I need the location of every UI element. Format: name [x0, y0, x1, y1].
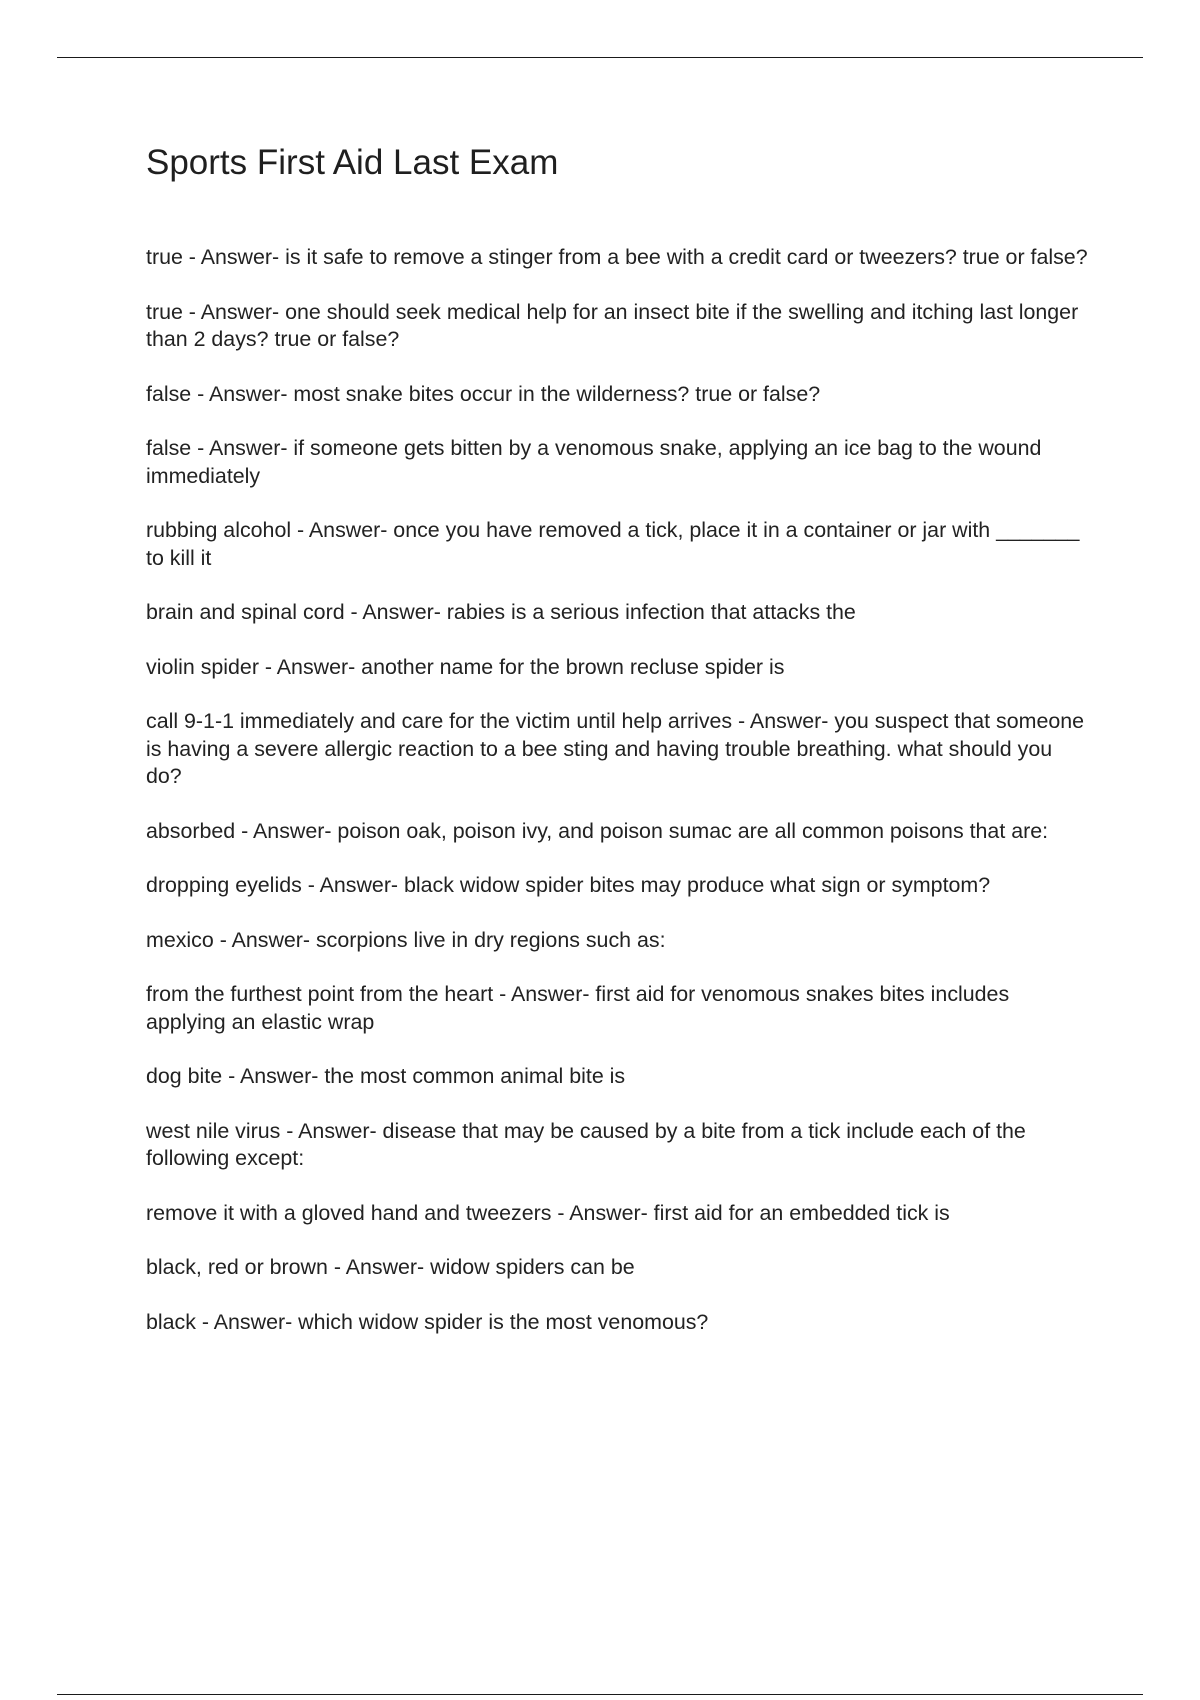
qa-item: dog bite - Answer- the most common animal bite is [146, 1064, 626, 1088]
qa-item: brain and spinal cord - Answer- rabies is a serious infection that attacks the [146, 600, 856, 624]
qa-item: absorbed - Answer- poison oak, poison ivy, and poison sumac are all common poisons that are: [146, 818, 1049, 843]
qa-item: true - Answer- one should seek medical help for an insect bite if the swelling and itching last longer than 2 days? true or false? [146, 299, 1079, 351]
qa-item: rubbing alcohol - Answer- once you have removed a tick, place it in a container or jar with _______ to kill it [146, 518, 1080, 570]
page-title: Sports First Aid Last Exam [146, 143, 559, 182]
top-rule [57, 57, 1143, 58]
qa-item: from the furthest point from the heart - Answer- first aid for venomous snakes bites includes applying an elastic wrap [146, 982, 1010, 1034]
qa-item: true - Answer- is it safe to remove a stinger from a bee with a credit card or tweezers? true or false? [146, 245, 1088, 269]
qa-item: call 9-1-1 immediately and care for the victim until help arrives - Answer- you suspect that someone is having a severe allergic reaction to a bee sting and having trouble breathing. what should you do? [146, 709, 1085, 788]
bottom-rule [57, 1694, 1143, 1695]
qa-item: dropping eyelids - Answer- black widow spider bites may produce what sign or symptom? [146, 873, 991, 897]
qa-item: remove it with a gloved hand and tweezers - Answer- first aid for an embedded tick is [146, 1200, 950, 1225]
qa-item: black, red or brown - Answer- widow spiders can be [146, 1255, 635, 1279]
qa-item: violin spider - Answer- another name for the brown recluse spider is [146, 654, 785, 679]
qa-item: black - Answer- which widow spider is the most venomous? [146, 1309, 709, 1334]
qa-item: west nile virus - Answer- disease that may be caused by a bite from a tick include each of the following except: [146, 1118, 1026, 1170]
qa-list [146, 244, 1091, 1363]
qa-item: mexico - Answer- scorpions live in dry regions such as: [146, 927, 666, 952]
qa-item: false - Answer- if someone gets bitten by a venomous snake, applying an ice bag to the wound immediately [146, 436, 1042, 488]
qa-item: false - Answer- most snake bites occur in the wilderness? true or false? [146, 381, 821, 406]
